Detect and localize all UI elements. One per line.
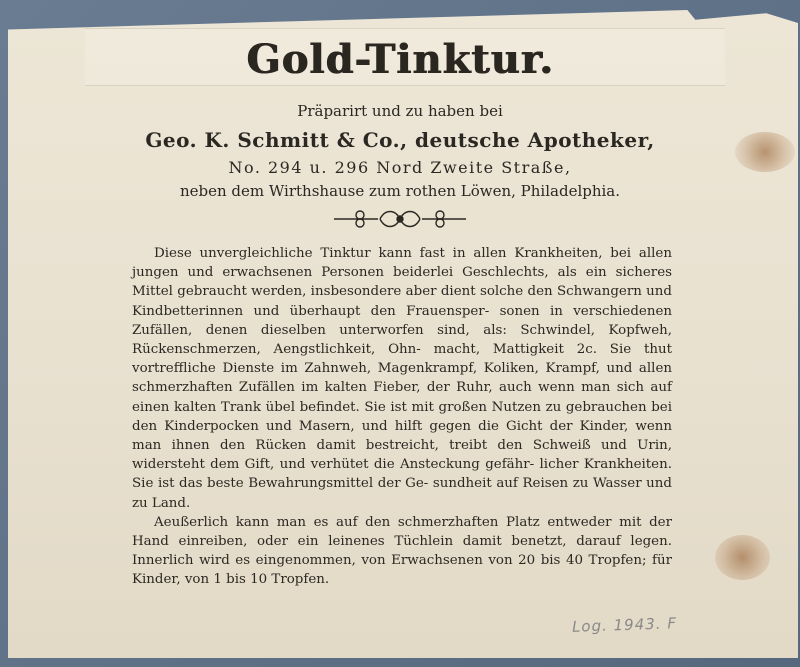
- ornament-divider: [330, 205, 470, 233]
- location-line: neben dem Wirthshause zum rothen Löwen, Philadelphia.: [179, 182, 621, 200]
- subtitle-line: Präparirt und zu haben bei: [297, 102, 503, 120]
- body-text: [132, 244, 672, 590]
- street-address: No. 294 u. 296 Nord Zweite Straße,: [228, 158, 572, 177]
- paragraph-uses: Diese unvergleichliche Tinktur kann fast in allen Krankheiten, bei allen jungen und erwachsenen Personen beiderlei Geschlechts, als ein sicheres Mittel gebraucht werden, insbesondere aber dient solche den Schwangern und Kindbetterinnen und überhaupt den Frauensper- sonen in verschiedenen Zufällen, denen dieselben unterworfen sind, als: Schwindel, Kopfweh, Rückenschmerzen, Aengstlichkeit, Ohn- macht, Mattigkeit 2c. Sie thut vortreffliche Dienste im Zahnweh, Magenkrampf, Koliken, Krampf, und allen schmerzhaften Zufällen im kalten Fieber, der Ruhr, auch wenn man sich auf einen kalten Trank übel befindet. Sie ist mit großen Nutzen zu gebrauchen bei den Kinderpocken und Masern, und hilft gegen die Gicht der Kinder, wenn man ihnen den Rücken damit bestreicht, treibt den Schweiß und Urin, widersteht dem Gift, und verhütet die Ansteckung gefähr- licher Krankheiten. Sie ist das beste Bewahrungsmittel der Ge- sundheit auf Reisen zu Wasser und zu Land.: [132, 246, 672, 511]
- pharmacy-name: Geo. K. Schmitt & Co., deutsche Apotheker,: [145, 128, 655, 152]
- paragraph-dosage: Aeußerlich kann man es auf den schmerzhaften Platz entweder mit der Hand einreiben, oder ein leinenes Tüchlein damit benetzt, darauf legen. Innerlich wird es eingenommen, von Erwachsenen von 20 bis 40 Tropfen; für Kinder, von 1 bis 10 Tropfen.: [132, 514, 672, 588]
- stain-right-lower: [715, 535, 770, 580]
- document-title: Gold-Tinktur.: [246, 36, 554, 83]
- pencil-annotation: Log. 1943. F: [571, 614, 678, 636]
